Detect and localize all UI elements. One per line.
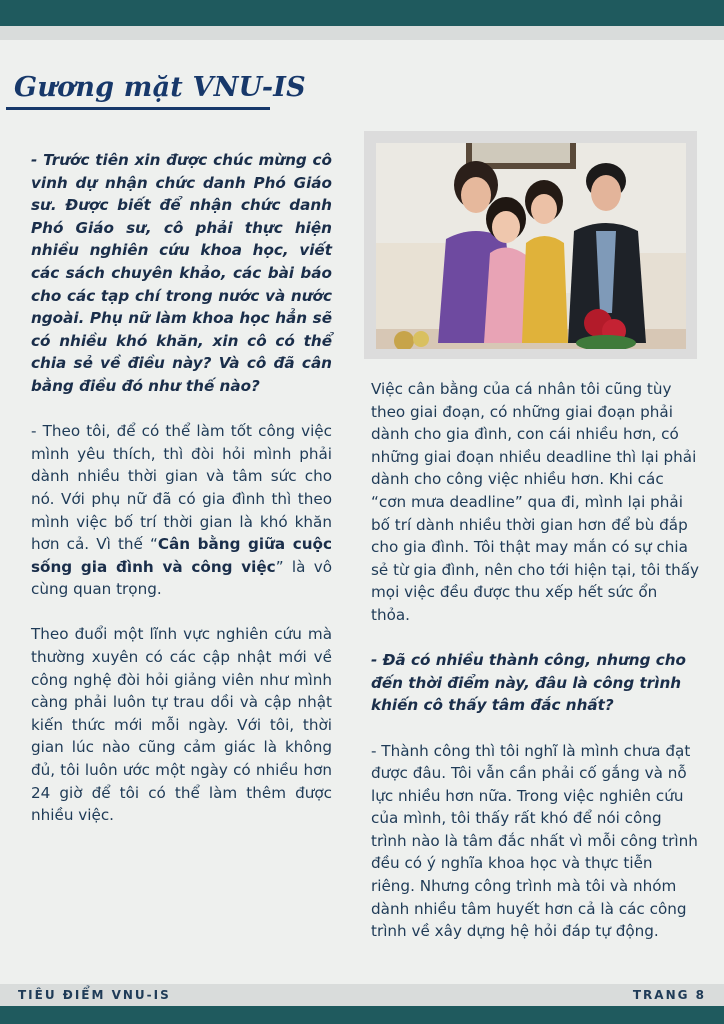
interview-question-1: - Trước tiên xin được chúc mừng cô vinh dự nhận chức danh Phó Giáo sư. Được biết để nhận chức danh Phó Giáo sư, cô phải thực hiện nhiều nghiên cứu khoa học, viết các sách chuyên khảo, các bài báo cho các tạp chí trong nước và nước ngoài. Phụ nữ làm khoa học hẳn sẽ có nhiều khó khăn, xin cô có thể chia sẻ về điều này? Và cô đã cân bằng điều đó như thế nào? [31,151,332,395]
answer-bold-phrase: Cân bằng giữa cuộc sống gia đình và công việc [31,535,332,576]
page-title: Gương mặt VNU-IS [14,72,306,103]
answer-text-start: - Theo tôi, để có thể làm tốt công việc mình yêu thích, thì đòi hỏi mình phải dành nhiều thời gian và tâm sức cho nó. Với phụ nữ đã có gia đình thì theo mình việc bố trí thời gian là khó khăn hơn cả. Vì thế “ [31,422,332,554]
right-column [371,378,699,943]
footer-publication-name: TIÊU ĐIỂM VNU-IS [18,988,171,1002]
left-column [31,149,332,827]
interview-question-2: - Đã có nhiều thành công, nhưng cho đến thời điểm này, đâu là công trình khiến cô thấy tâm đắc nhất? [371,651,686,715]
answer-text-end: ” là vô cùng quan trọng. [31,557,332,599]
interview-answer-2: - Thành công thì tôi nghĩ là mình chưa đạt được đâu. Tôi vẫn cần phải cố gắng và nỗ lực nhiều hơn nữa. Trong việc nghiên cứu của mình, tôi thấy rất khó để nói công trình nào là tâm đắc nhất vì mỗi công trình đều có ý nghĩa khoa học và thực tiễn riêng. Nhưng công trình mà tôi và nhóm dành nhiều tâm huyết hơn cả là các công trình về xây dựng hệ hỏi đáp tự động. [371,741,698,941]
family-photo [376,143,686,349]
title-underline [6,107,270,110]
right-paragraph-1: Việc cân bằng của cá nhân tôi cũng tùy theo giai đoạn, có những giai đoạn phải dành cho gia đình, con cái nhiều hơn, có những giai đoạn nhiều deadline thì lại phải dành cho công việc nhiều hơn. Khi các “cơn mưa deadline” qua đi, mình lại phải bố trí dành nhiều thời gian hơn để bù đắp cho gia đình. Tôi thật may mắn có sự chia sẻ từ gia đình, nên cho tới hiện tại, tôi thấy mọi việc đều được thu xếp hết sức ổn thỏa. [371,380,700,624]
photo-frame [364,131,697,359]
top-band [0,0,724,26]
footer-page-number: TRANG 8 [632,988,706,1002]
interview-answer-1 [31,420,332,601]
left-paragraph-2: Theo đuổi một lĩnh vực nghiên cứu mà thường xuyên có các cập nhật mới về công nghệ đòi hỏi giảng viên như mình càng phải luôn tự trau dồi và cập nhật kiến thức mới mỗi ngày. Với tôi, thời gian lúc nào cũng cảm giác là không đủ, tôi luôn ước một ngày có nhiều hơn 24 giờ để tôi có thể làm thêm được nhiều việc. [31,625,332,825]
top-strip [0,26,724,40]
footer-band [0,1006,724,1024]
